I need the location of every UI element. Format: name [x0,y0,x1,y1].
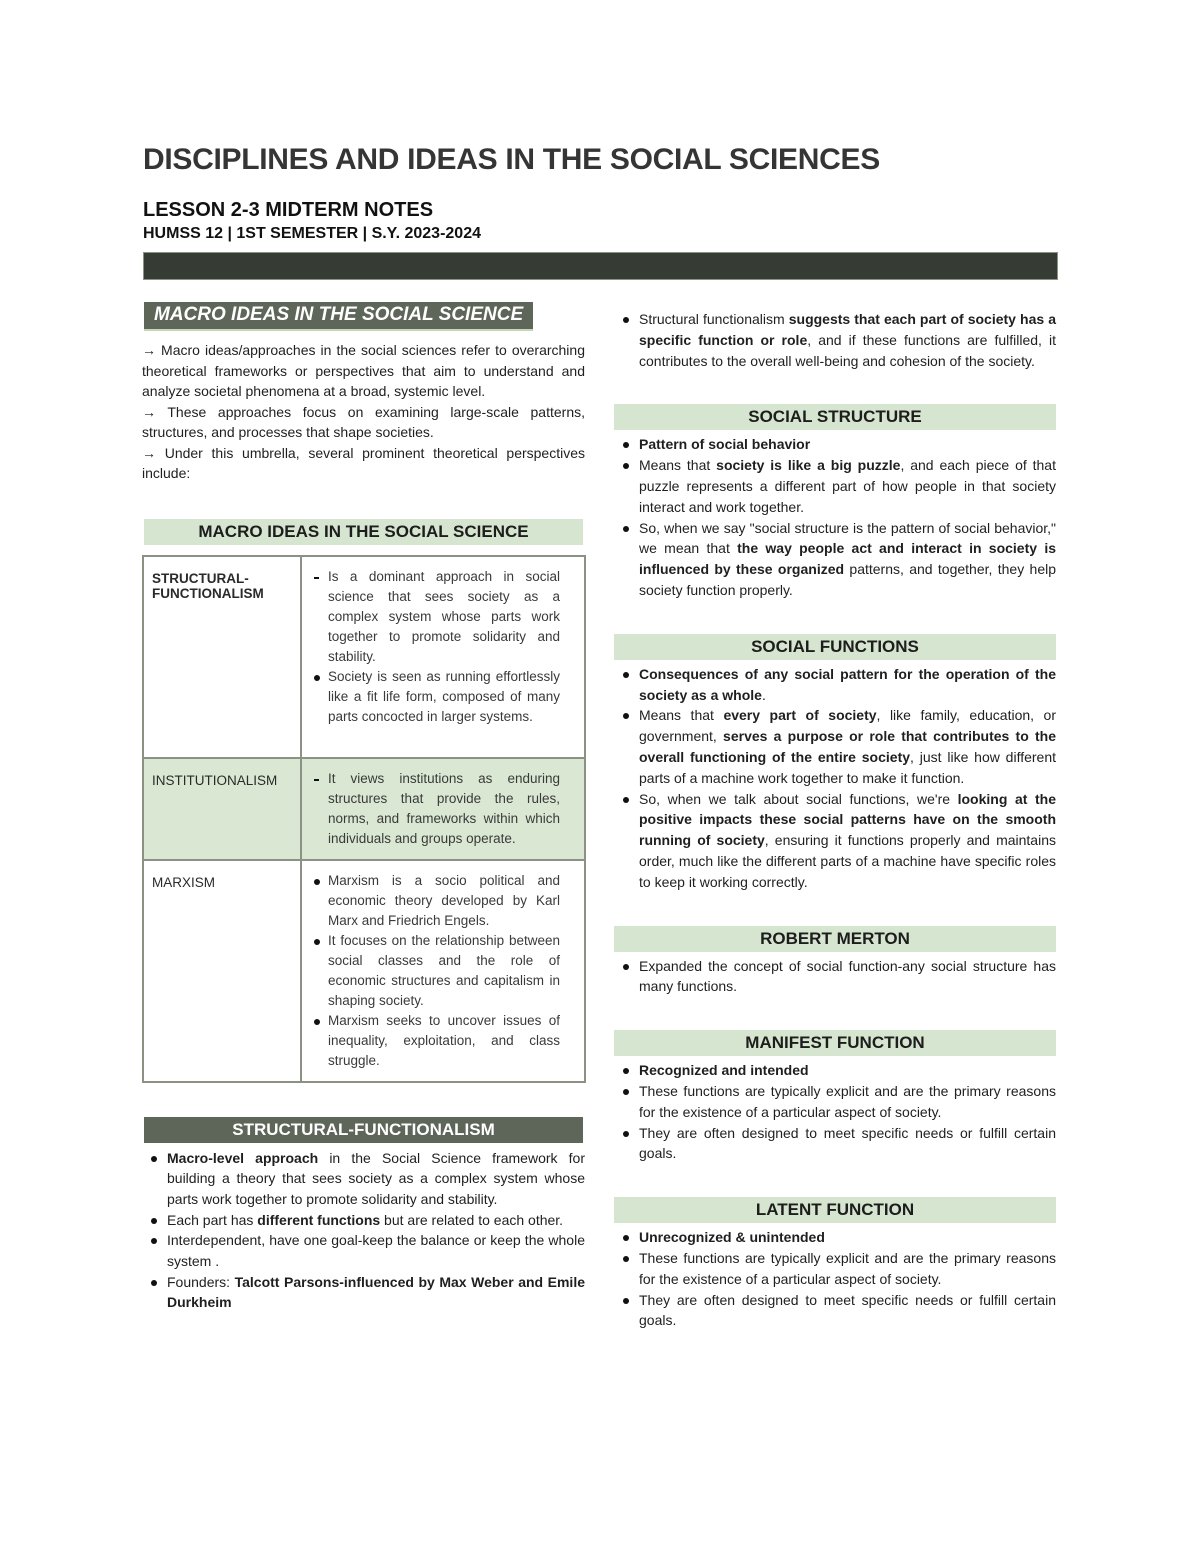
intro-paragraph: → These approaches focus on examining large-scale patterns, structures, and processes that shape societies. [142,403,585,440]
list-item: Structural functionalism suggests that each part of society has a specific function or role, and if these functions are fulfilled, it contributes to the overall well-being and cohesion of the society. [614,309,1056,371]
list-item: Founders: Talcott Parsons-influenced by Max Weber and Emile Durkheim [142,1272,585,1313]
manifest-function-list [614,1060,1056,1164]
intro-paragraph: → Macro ideas/approaches in the social sciences refer to overarching theoretical frameworks or perspectives that aim to understand and analyze societal phenomena at a broad, systemic level. [142,342,585,399]
macro-table-heading: MACRO IDEAS IN THE SOCIAL SCIENCE [144,519,583,545]
list-item: So, when we talk about social functions, we're looking at the positive impacts these social patterns have on the smooth running of society, ensuring it functions properly and maintains order, much like the different parts of a machine have specific roles to keep it working correctly. [614,789,1056,893]
row-body [301,556,585,758]
intro-paragraph: → Under this umbrella, several prominent theoretical perspectives include: [142,444,585,481]
social-structure-heading: SOCIAL STRUCTURE [614,404,1056,430]
row-label-institutionalism: INSTITUTIONALISM [143,758,301,860]
table-row [143,758,585,860]
row-body [301,758,585,860]
page-title: DISCIPLINES AND IDEAS IN THE SOCIAL SCIENCES [143,143,880,176]
structural-functionalism-heading: STRUCTURAL-FUNCTIONALISM [144,1117,583,1143]
list-item: Interdependent, have one goal-keep the balance or keep the whole system . [142,1230,585,1271]
list-item: Means that every part of society, like family, education, or government, serves a purpose or role that contributes to the overall functioning of the entire society, just like how different parts of a machine work together to make it function. [614,705,1056,788]
list-item: Consequences of any social pattern for the operation of the society as a whole. [614,664,1056,706]
macro-ideas-banner: MACRO IDEAS IN THE SOCIAL SCIENCE [144,302,533,331]
manifest-function-heading: MANIFEST FUNCTION [614,1030,1056,1056]
social-functions-heading: SOCIAL FUNCTIONS [614,634,1056,660]
social-structure-list [614,434,1056,600]
list-item: Recognized and intended [614,1060,1056,1081]
list-item: Marxism is a socio political and economic theory developed by Karl Marx and Friedrich Engels. [310,871,560,931]
list-item: Society is seen as running effortlessly like a fit life form, composed of many parts concocted in larger systems. [310,667,560,727]
latent-function-heading: LATENT FUNCTION [614,1197,1056,1223]
macro-intro [142,340,585,484]
list-item: So, when we say "social structure is the pattern of social behavior," we mean that the way people act and interact in society is influenced by these organized patterns, and together, they help society function properly. [614,518,1056,601]
macro-ideas-table [142,555,586,1083]
list-item: They are often designed to meet specific needs or fulfill certain goals. [614,1290,1056,1332]
list-item: Marxism seeks to uncover issues of inequality, exploitation, and class struggle. [310,1011,560,1071]
list-item: Unrecognized & unintended [614,1227,1056,1248]
left-column [142,302,585,1313]
robert-merton-list [614,956,1056,998]
lesson-subtitle: LESSON 2-3 MIDTERM NOTES [143,199,434,221]
list-item: Pattern of social behavior [614,434,1056,455]
list-item: They are often designed to meet specific needs or fulfill certain goals. [614,1123,1056,1165]
row-body [301,860,585,1082]
list-item: Is a dominant approach in social science that sees society as a complex system whose parts work together to promote solidarity and stability. [310,567,560,667]
row-label-structural-functionalism: STRUCTURAL- FUNCTIONALISM [143,556,301,758]
header-divider-bar [143,252,1058,280]
list-item: It focuses on the relationship between social classes and the role of economic structures and capitalism in shaping society. [310,931,560,1011]
right-column [614,302,1056,1331]
list-item: Macro-level approach in the Social Science framework for building a theory that sees society as a complex system whose parts work together to promote solidarity and stability. [142,1148,585,1210]
list-item: Means that society is like a big puzzle, and each piece of that puzzle represents a different part of how people in that society interact and work together. [614,455,1056,517]
list-item: These functions are typically explicit and are the primary reasons for the existence of a particular aspect of society. [614,1081,1056,1123]
list-item: Each part has different functions but are related to each other. [142,1210,585,1231]
list-item: These functions are typically explicit and are the primary reasons for the existence of a particular aspect of society. [614,1248,1056,1290]
list-item: Expanded the concept of social function-any social structure has many functions. [614,956,1056,998]
robert-merton-heading: ROBERT MERTON [614,926,1056,952]
structural-functionalism-continued [614,309,1056,371]
row-label-marxism: MARXISM [143,860,301,1082]
structural-functionalism-list [142,1148,585,1314]
course-meta: HUMSS 12 | 1ST SEMESTER | S.Y. 2023-2024 [143,225,481,242]
social-functions-list [614,664,1056,893]
latent-function-list [614,1227,1056,1331]
table-row [143,860,585,1082]
table-row [143,556,585,758]
list-item: It views institutions as enduring structures that provide the rules, norms, and frameworks within which individuals and groups operate. [310,769,560,849]
